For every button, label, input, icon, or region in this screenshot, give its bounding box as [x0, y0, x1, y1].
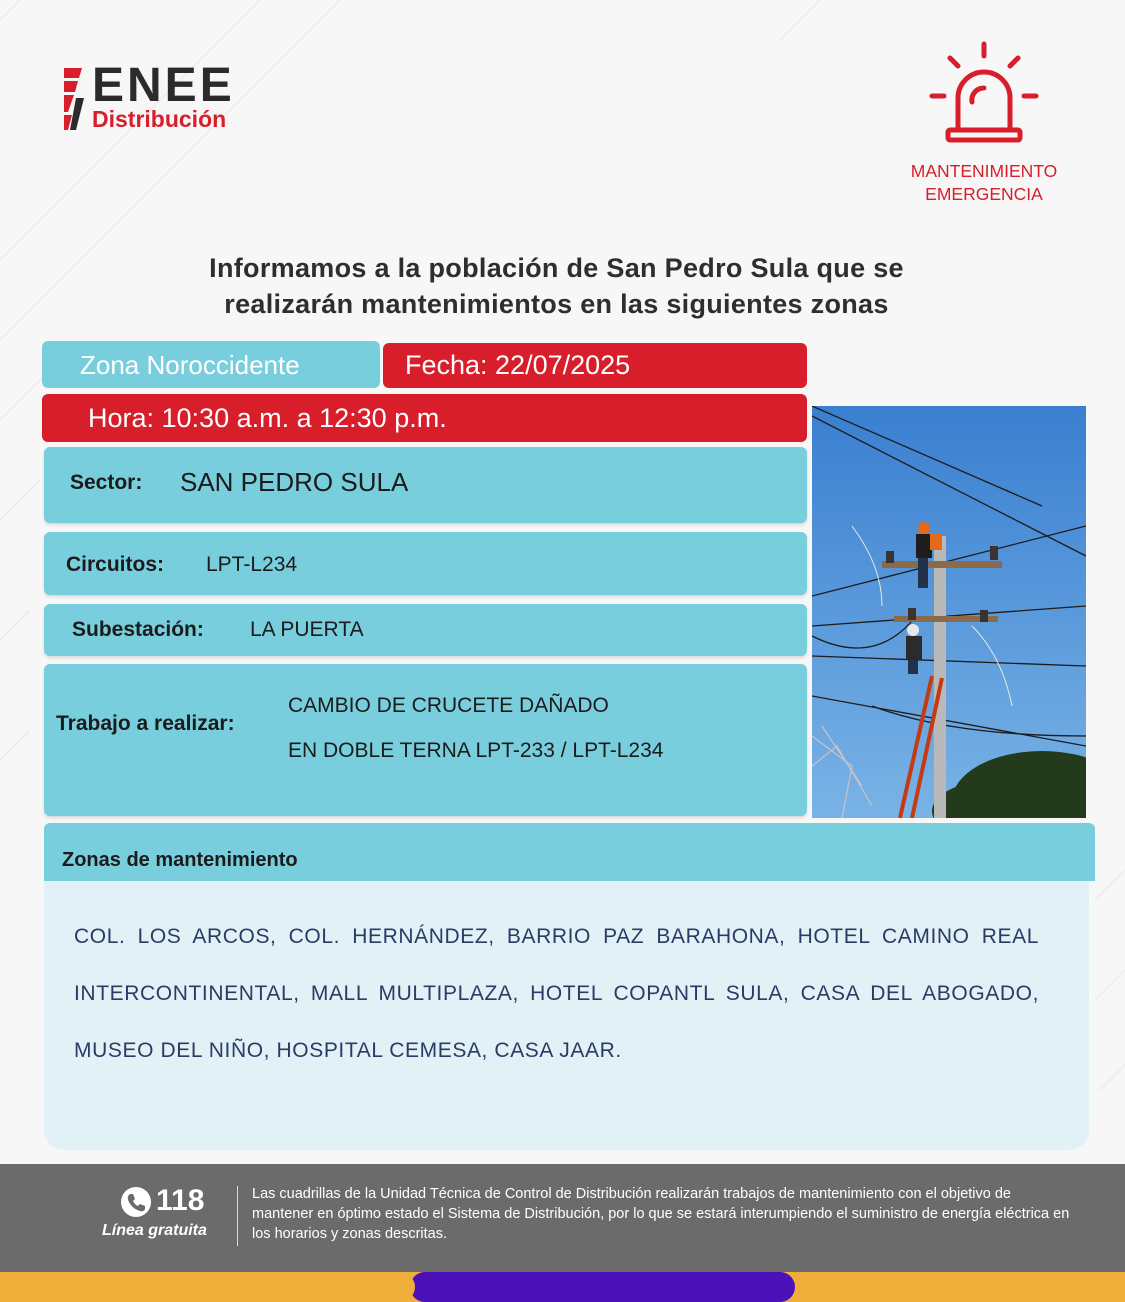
circuitos-row: [44, 532, 807, 595]
zona-badge: Zona Noroccidente: [42, 341, 380, 388]
hotline[interactable]: [102, 1184, 240, 1254]
zones-list: COL. LOS ARCOS, COL. HERNÁNDEZ, BARRIO PAZ BARAHONA, HOTEL CAMINO REAL INTERCONTINENTAL, MALL MULTIPLAZA, HOTEL COPANTL SULA, CASA DEL ABOGADO, MUSEO DEL NIÑO, HOSPITAL CEMESA, CASA JAAR.: [74, 925, 1039, 1062]
trabajo-value-line-1: CAMBIO DE CRUCETE DAÑADO: [288, 694, 609, 717]
footer-divider: [237, 1186, 238, 1246]
subestacion-value: LA PUERTA: [250, 618, 364, 641]
siren-icon: [928, 40, 1040, 146]
hotline-number: 118: [156, 1184, 205, 1217]
trabajo-row: [44, 664, 807, 816]
hora-badge: Hora: 10:30 a.m. a 12:30 p.m.: [42, 394, 807, 442]
footer-text: Las cuadrillas de la Unidad Técnica de Control de Distribución realizarán trabajos de mantenimiento con el objetivo de mantener en óptimo estado el Sistema de Distribución, por lo que se estará interumpiendo el suministro de energía eléctrica en los horarios y zonas descritas.: [252, 1186, 1070, 1242]
circuitos-label: Circuitos:: [66, 553, 165, 576]
sector-row: [44, 447, 807, 523]
subestacion-label: Subestación:: [72, 618, 204, 641]
footer: [0, 1164, 1125, 1272]
emergency-badge: [892, 40, 1076, 210]
headline-line-2: realizarán mantenimientos en las siguientes zonas: [224, 289, 889, 319]
trabajo-label: Trabajo a realizar:: [56, 712, 235, 735]
sector-value: SAN PEDRO SULA: [180, 467, 409, 497]
zones-title: Zonas de mantenimiento: [62, 849, 298, 871]
subestacion-row: [44, 604, 807, 656]
brand-name: ENEE: [92, 59, 235, 112]
alert-line-2: EMERGENCIA: [925, 184, 1043, 204]
phone-icon: [120, 1186, 152, 1218]
circuitos-value: LPT-L234: [206, 553, 298, 576]
headline: [60, 250, 1053, 322]
bottom-bar-purple: [410, 1272, 795, 1302]
trabajo-value-line-2: EN DOBLE TERNA LPT-233 / LPT-L234: [288, 739, 664, 762]
brand-sub: Distribución: [92, 106, 227, 132]
zones-header: [44, 823, 1095, 881]
fecha-badge: Fecha: 22/07/2025: [383, 343, 807, 388]
hotline-label: Línea gratuita: [102, 1222, 207, 1239]
enee-logo: [62, 59, 292, 134]
lineworkers-photo: [812, 406, 1086, 818]
bottom-bar-orange: [0, 1272, 415, 1302]
sector-label: Sector:: [70, 471, 143, 494]
headline-line-1: Informamos a la población de San Pedro Sula que se: [209, 253, 904, 283]
alert-line-1: MANTENIMIENTO: [910, 161, 1058, 181]
enee-logo-mark-icon: [62, 68, 88, 130]
zones-box: [44, 870, 1089, 1150]
